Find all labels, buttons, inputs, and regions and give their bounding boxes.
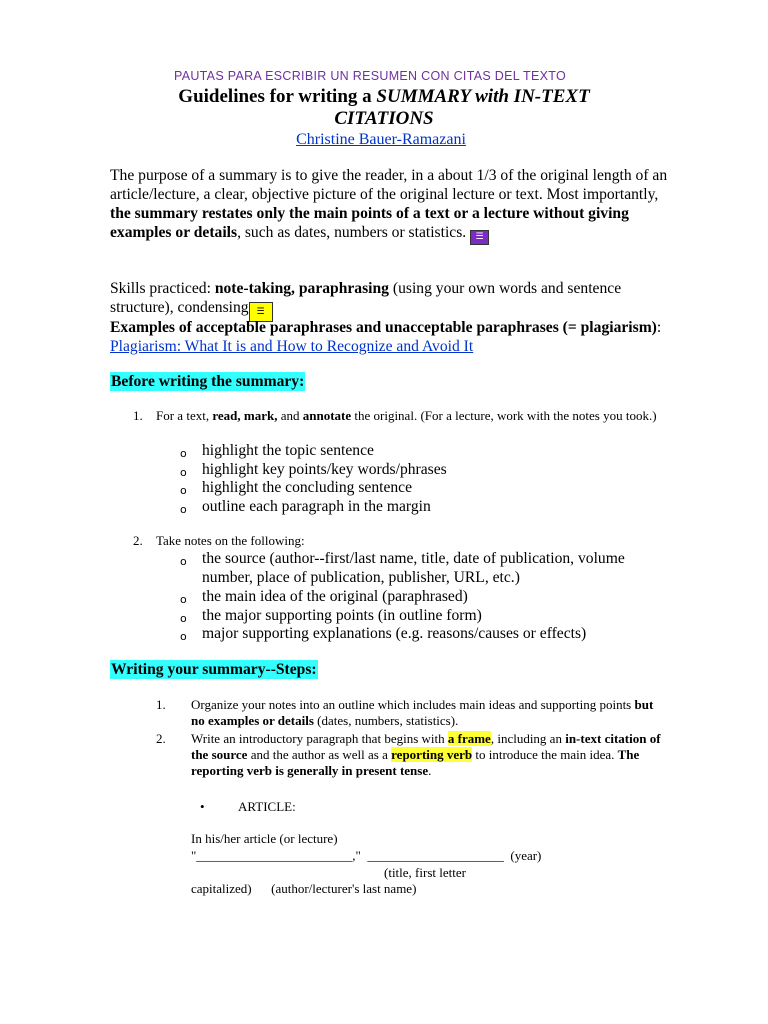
item-number: 2.	[133, 533, 143, 548]
frame-line-1: In his/her article (or lecture)	[191, 831, 338, 846]
comment-note-icon[interactable]: ☰	[470, 230, 489, 245]
examples-paragraph: Examples of acceptable paraphrases and unacceptable paraphrases (= plagiarism): Plagiarism: What It is and How to Recognize and Avoid It	[110, 319, 662, 355]
section-heading-before: Before writing the summary:	[111, 373, 305, 390]
frame-line-2: "________________________," _____________________ (year)	[191, 848, 542, 863]
author-link[interactable]: Christine Bauer-Ramazani	[296, 131, 466, 148]
frame-line-3: (title, first letter	[384, 865, 466, 880]
frame-line-4: capitalized) (author/lecturer's last name)	[191, 881, 417, 896]
step2-text: Write an introductory paragraph that begins with a frame, including an in-text citation of the source and the author as well as a reporting verb to introduce the main idea. The reporting verb is generally in present tense.	[191, 731, 661, 778]
title-plain: Guidelines for writing a	[178, 86, 377, 107]
item1-text: For a text, read, mark, and annotate the original. (For a lecture, work with the notes you took.)	[156, 408, 657, 423]
article-label: ARTICLE:	[238, 799, 296, 814]
highlight-frame: a frame	[447, 731, 491, 746]
highlight-reporting-verb: reporting verb	[391, 747, 473, 762]
intro-paragraph: The purpose of a summary is to give the reader, in a about 1/3 of the original length of an article/lecture, a clear, objective picture of the original lecture or text. Most importantly, the summary restates only the main points of a text or a lecture without giving examples or details, such as dates, numbers or statistics. ☰	[110, 166, 670, 245]
document-title	[0, 86, 768, 130]
plagiarism-link[interactable]: Plagiarism: What It is and How to Recognize and Avoid It	[110, 338, 474, 355]
title-italic-2: CITATIONS	[334, 108, 434, 129]
item-number: 1.	[133, 408, 143, 423]
item2-text: Take notes on the following:	[156, 533, 305, 548]
step-number: 2.	[156, 731, 166, 746]
title-italic-1: SUMMARY with IN-TEXT	[376, 86, 590, 107]
section-heading-writing: Writing your summary--Steps:	[111, 661, 317, 678]
document-kicker: PAUTAS PARA ESCRIBIR UN RESUMEN CON CITAS DEL TEXTO	[174, 69, 566, 83]
skills-paragraph: Skills practiced: note-taking, paraphrasing (using your own words and sentence structure), condensing ☰	[110, 279, 670, 322]
step1-text: Organize your notes into an outline which includes main ideas and supporting points but no examples or details (dates, numbers, statistics).	[191, 697, 654, 728]
step-number: 1.	[156, 697, 166, 712]
bullet-dot-icon: •	[200, 799, 205, 814]
sticky-note-icon[interactable]: ☰	[249, 302, 273, 322]
